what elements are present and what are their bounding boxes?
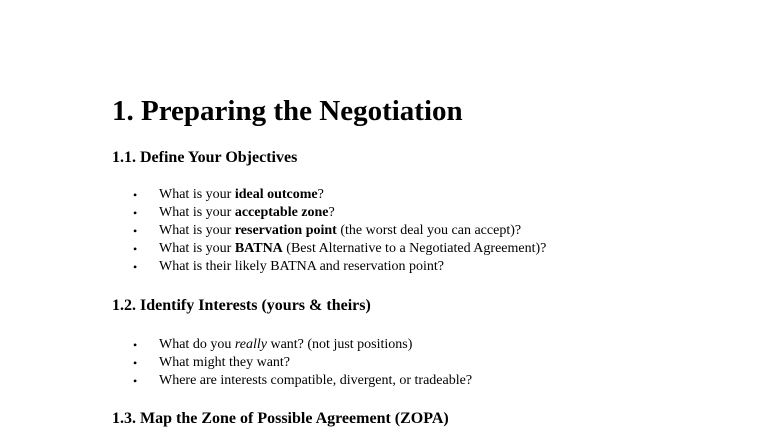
bullet-icon: • (133, 260, 138, 274)
list-item: • What is your ideal outcome? (133, 187, 324, 202)
bullet-icon: • (133, 206, 138, 220)
bullet-icon: • (133, 242, 138, 256)
bullet-icon: • (133, 338, 138, 352)
list-item: • What is their likely BATNA and reservation point? (133, 259, 444, 274)
bullet-icon: • (133, 224, 138, 238)
page-title: 1. Preparing the Negotiation (112, 95, 463, 127)
list-item: • What is your reservation point (the worst deal you can accept)? (133, 223, 522, 238)
list-item: • Where are interests compatible, divergent, or tradeable? (133, 373, 473, 388)
bullet-icon: • (133, 374, 138, 388)
list-item: • What is your acceptable zone? (133, 205, 335, 220)
bullet-icon: • (133, 356, 138, 370)
section-heading-zopa: 1.3. Map the Zone of Possible Agreement (ZOPA) (112, 410, 449, 427)
list-item: • What might they want? (133, 355, 291, 370)
section-heading-objectives: 1.1. Define Your Objectives (112, 149, 298, 166)
list-item: • What is your BATNA (Best Alternative to a Negotiated Agreement)? (133, 241, 547, 256)
list-item: • What do you really want? (not just positions) (133, 337, 413, 352)
bullet-icon: • (133, 188, 138, 202)
section-heading-interests: 1.2. Identify Interests (yours & theirs) (112, 297, 371, 314)
objectives-list (112, 186, 546, 276)
interests-list (112, 336, 472, 390)
